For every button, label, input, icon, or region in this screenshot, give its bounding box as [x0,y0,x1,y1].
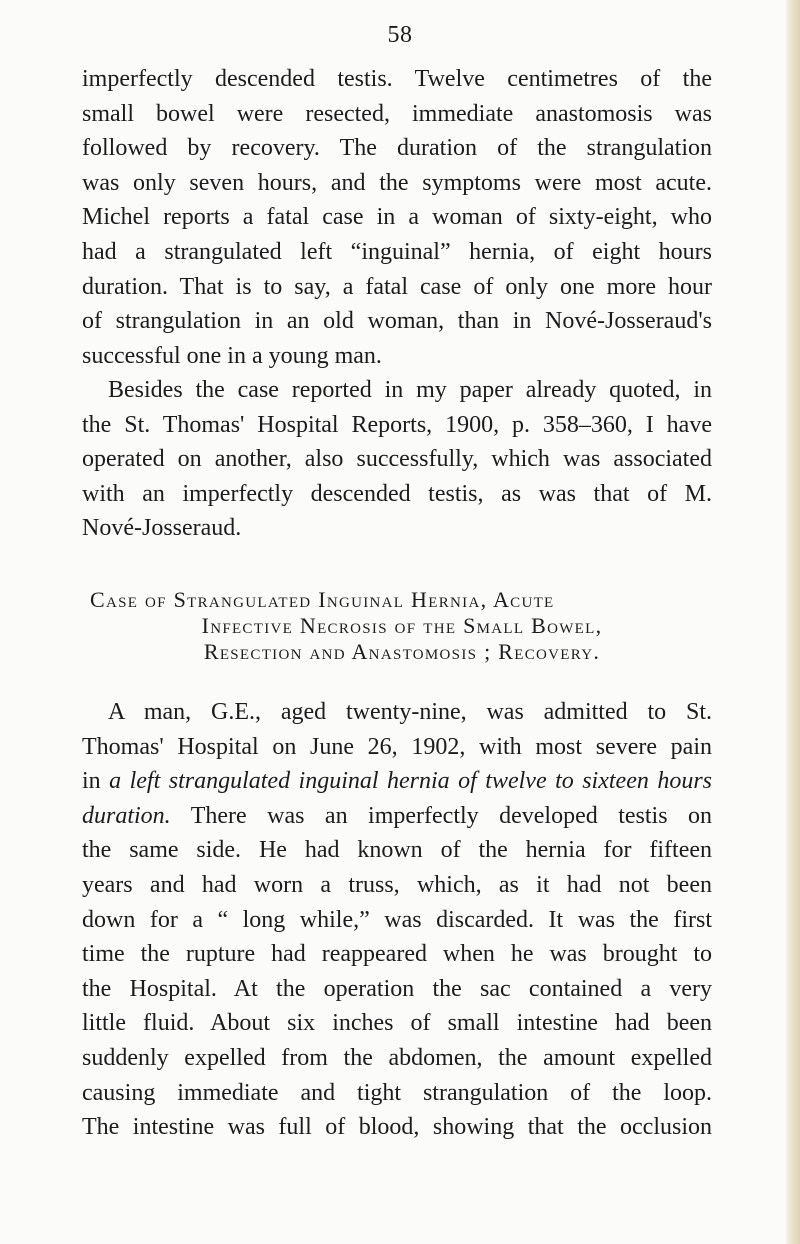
page-number: 58 [387,22,413,48]
text-line: The intestine was full of blood, showing that the occlusion [82,1114,712,1141]
text-line: Thomas' Hospital on June 26, 1902, with most severe pain [82,733,712,760]
text-line: time the rupture had reappeared when he was brought to [82,941,712,968]
text-line: imperfectly descended testis. Twelve centimetres of the [82,66,712,92]
heading-line: Infective Necrosis of the Small Bowel, [201,613,603,638]
text-span: in [82,768,110,795]
paragraph-2 [82,373,712,546]
text-line: successful one in a young man. [82,342,382,369]
text-line: Besides the case reported in my paper already quoted, in [108,377,712,403]
paragraph-3 [82,695,712,1145]
text-line: with an imperfectly descended testis, as was that of M. [82,480,712,507]
text-line: duration. That is to say, a fatal case of only one more hour [82,273,712,300]
text-line: of strangulation in an old woman, than in Nové-Josseraud's [82,308,712,335]
text-line [82,799,712,834]
text-line: had a strangulated left “inguinal” hernia, of eight hours [82,238,712,265]
text-line: the St. Thomas' Hospital Reports, 1900, p. 358–360, I have [82,411,712,438]
page-edge [786,0,800,1244]
italic-text: a left strangulated inguinal hernia of twelve to sixteen hours [109,768,712,795]
text-line: Michel reports a fatal case in a woman of sixty-eight, who [82,204,712,231]
text-line: the Hospital. At the operation the sac contained a very [82,975,712,1002]
case-heading [82,587,722,665]
heading-line: Case of Strangulated Inguinal Hernia, Acute [90,587,555,612]
text-line: was only seven hours, and the symptoms were most acute. [82,169,712,196]
text-line: down for a “ long while,” was discarded. It was the first [82,906,712,933]
heading-line: Resection and Anastomosis ; Recovery. [203,639,601,664]
text-line: little fluid. About six inches of small intestine had been [82,1010,712,1037]
text-line: Nové-Josseraud. [82,515,242,542]
text-line: operated on another, also successfully, which was associated [82,446,712,473]
text-line: years and had worn a truss, which, as it had not been [82,871,712,898]
text-line: causing immediate and tight strangulation of the loop. [82,1079,712,1106]
text-line: followed by recovery. The duration of the strangulation [82,135,712,162]
text-line: suddenly expelled from the abdomen, the amount expelled [82,1044,712,1071]
text-line: A man, G.E., aged twenty-nine, was admitted to St. [108,699,712,725]
text-line: small bowel were resected, immediate anastomosis was [82,100,712,127]
italic-text: duration. [82,802,171,829]
text-line: the same side. He had known of the hernia for fifteen [82,837,712,864]
paragraph-1 [82,62,712,373]
text-span: There was an imperfectly developed testis on [170,802,712,829]
text-line [82,764,712,799]
